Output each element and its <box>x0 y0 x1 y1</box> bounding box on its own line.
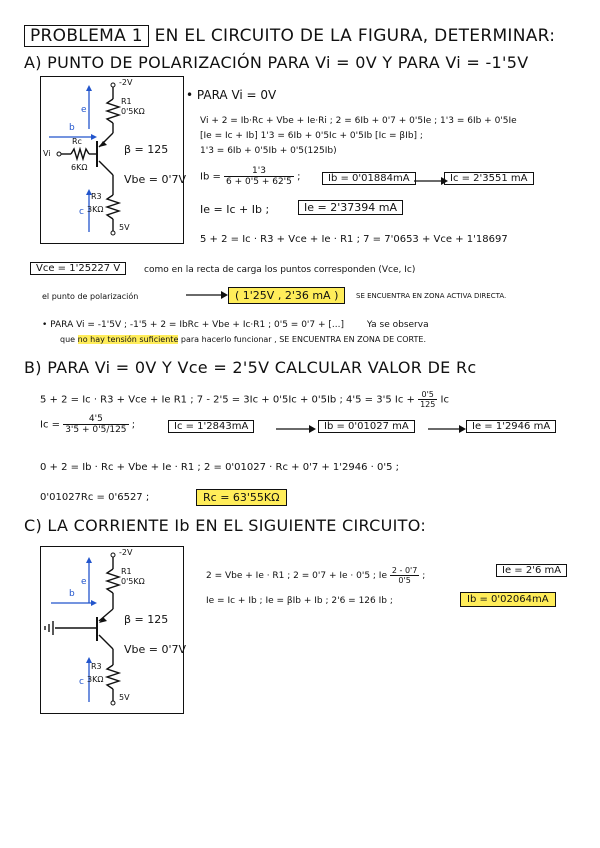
terminal-top <box>111 83 115 87</box>
problem-header <box>24 26 555 46</box>
resistor-r1 <box>107 99 119 123</box>
eq-vce: 5 + 2 = Ic · R3 + Vce + Ie · R1 ; 7 = 7'0653 + Vce + 1'18697 <box>200 234 508 245</box>
ie-result-box: Ie = 2'37394 mA <box>298 200 403 215</box>
ib-b-result: Ib = 0'01027 mA <box>318 420 415 433</box>
label-arrow-c-2: c <box>79 677 84 687</box>
eq-b1-fraction <box>418 390 437 409</box>
label-arrow-c: c <box>79 207 84 217</box>
case2-que: que <box>60 335 76 344</box>
terminal-vi <box>57 152 61 156</box>
label-vbe-1: Vbe = 0'7V <box>124 173 187 186</box>
eq-c1-num: 2 - 0'7 <box>391 566 418 575</box>
case2-tail: Ya se observa <box>366 320 429 330</box>
label-vbe-2: Vbe = 0'7V <box>124 643 187 656</box>
label-arrow-e-2: e <box>81 577 87 587</box>
transistor-collector <box>99 635 113 649</box>
ic-b-den: 3'5 + 0'5/125 <box>65 425 127 435</box>
label-arrow-b-2: b <box>69 589 75 599</box>
ie-lhs: Ie = Ic + Ib ; <box>200 203 270 216</box>
circuit-2-svg <box>41 547 183 713</box>
label-r3-value: 3KΩ <box>87 205 104 214</box>
eq-a1: Vi + 2 = Ib·Rc + Vbe + Ie·Ri ; 2 = 6Ib + 0'7 + 0'5Ie ; 1'3 = 6Ib + 0'5Ie <box>200 116 517 126</box>
arrow-b-head <box>91 134 97 140</box>
arrow-b-head <box>91 600 97 606</box>
part-a-title: A) PUNTO DE POLARIZACIÓN PARA Vi = 0V Y PARA Vi = -1'5V <box>24 53 529 72</box>
eq-b1-den: 125 <box>420 400 436 409</box>
eq-b1-main: 5 + 2 = Ic · R3 + Vce + Ie R1 ; 7 - 2'5 = 3Ic + 0'5Ic + 0'5Ib ; 4'5 = 3'5 Ic + <box>40 394 415 406</box>
zone-active-text: SE ENCUENTRA EN ZONA ACTIVA DIRECTA. <box>356 292 507 300</box>
label-r1-value: 0'5KΩ <box>121 107 145 116</box>
label-rc-value: 6KΩ <box>71 163 88 172</box>
label-r3: R3 <box>91 192 102 201</box>
problem-label: PROBLEMA 1 <box>24 25 149 47</box>
eq-c1-fraction <box>390 566 419 585</box>
ib-num: 1'3 <box>224 166 294 177</box>
arrow-polar <box>186 290 228 300</box>
eq-b3: 0'01027Rc = 0'6527 ; <box>40 492 150 503</box>
rc-result-box: Rc = 63'55KΩ <box>196 489 287 506</box>
ic-b-lhs: Ic = <box>40 419 61 431</box>
eq-b2: 0 + 2 = Ib · Rc + Vbe + Ie · R1 ; 2 = 0'01027 · Rc + 0'7 + 1'2946 · 0'5 ; <box>40 462 400 473</box>
case2-highlight: no hay tensión suficiente <box>77 335 179 344</box>
problem-statement: EN EL CIRCUITO DE LA FIGURA, DETERMINAR: <box>154 26 556 46</box>
ic-b-result: Ic = 1'2843mA <box>168 420 254 433</box>
label-r1-value-2: 0'5KΩ <box>121 577 145 586</box>
ic-calc-b <box>40 414 135 435</box>
eq-a3: 1'3 = 6Ib + 0'5Ib + 0'5(125Ib) <box>200 146 337 156</box>
label-r3-2: R3 <box>91 662 102 671</box>
label-vbottom-2: 5V <box>119 693 130 702</box>
arrow-e-head <box>86 557 92 563</box>
label-arrow-e: e <box>81 105 87 115</box>
arrow-ic-ib <box>276 424 316 434</box>
terminal-top <box>111 553 115 557</box>
recta-text: como en la recta de carga los puntos corresponden (Vce, Ic) <box>144 265 416 275</box>
circuit-1-svg <box>41 77 183 243</box>
ib-calc <box>200 166 300 187</box>
eq-c1-den: 0'5 <box>398 576 411 585</box>
label-vcc-top: -2V <box>119 78 133 87</box>
eq-a2: [Ie = Ic + Ib] 1'3 = 6Ib + 0'5Ic + 0'5Ib [Ic = βIb] ; <box>200 131 423 141</box>
circuit-diagram-1 <box>40 76 187 244</box>
terminal-bottom <box>111 231 115 235</box>
case2-eq: • PARA Vi = -1'5V ; -1'5 + 2 = IbRc + Vbe + Ic·R1 ; 0'5 = 0'7 + [...] <box>42 320 344 330</box>
eq-c1 <box>206 566 425 585</box>
case2-rest: para hacerlo funcionar , SE ENCUENTRA EN ZONA DE CORTE. <box>180 335 427 344</box>
transistor-collector <box>99 161 113 175</box>
eq-b1-end: Ic <box>440 394 449 406</box>
eq-b1-num: 0'5 <box>418 390 437 400</box>
ic-b-num: 4'5 <box>63 414 128 425</box>
label-r3-value-2: 3KΩ <box>87 675 104 684</box>
ic-b-fraction <box>63 414 128 435</box>
arrow-ib-ie <box>428 424 466 434</box>
resistor-rc <box>71 149 89 159</box>
transistor-emitter <box>99 609 113 621</box>
circuit-diagram-2 <box>40 546 187 714</box>
ib-den: 6 + 0'5 + 62'5 <box>226 177 292 187</box>
label-vcc-top-2: -2V <box>119 548 133 557</box>
ie-c-result: Ie = 2'6 mA <box>496 564 567 577</box>
eq-c1-sep: ; <box>422 571 426 581</box>
label-beta-2: β = 125 <box>124 613 169 626</box>
label-rc: Rc <box>72 137 82 146</box>
eq-c2: Ie = Ic + Ib ; Ie = βIb + Ib ; 2'6 = 126 Ib ; <box>206 596 393 606</box>
terminal-bottom <box>111 701 115 705</box>
eq-c1-main: 2 = Vbe + Ie · R1 ; 2 = 0'7 + Ie · 0'5 ; Ie <box>206 571 387 581</box>
polar-text: el punto de polarización <box>42 292 139 301</box>
ie-b-result: Ie = 1'2946 mA <box>466 420 556 433</box>
ic-result-box: Ic = 2'3551 mA <box>444 172 534 185</box>
ib-fraction <box>224 166 294 187</box>
resistor-r3 <box>107 195 119 219</box>
polar-point-box: ( 1'25V , 2'36 mA ) <box>228 287 345 304</box>
part-b-title: B) PARA Vi = 0V Y Vce = 2'5V CALCULAR VALOR DE Rc <box>24 358 477 377</box>
part-c-title: C) LA CORRIENTE Ib EN EL SIGUIENTE CIRCUITO: <box>24 516 427 535</box>
arrow-e-head <box>86 85 92 91</box>
label-r1-2: R1 <box>121 567 132 576</box>
label-beta-1: β = 125 <box>124 143 169 156</box>
case-vi-0: • PARA Vi = 0V <box>186 88 277 102</box>
label-vi: Vi <box>43 149 51 158</box>
ib-lhs: Ib = <box>200 171 221 183</box>
transistor-arrow <box>99 141 107 147</box>
resistor-r3 <box>107 665 119 689</box>
label-vbottom: 5V <box>119 223 130 232</box>
label-r1: R1 <box>121 97 132 106</box>
ib-c-result: Ib = 0'02064mA <box>460 592 556 607</box>
arrow-ib-ic <box>414 176 448 186</box>
ib-sep: ; <box>297 171 301 183</box>
ic-b-sep: ; <box>131 419 136 431</box>
label-arrow-b: b <box>69 123 75 133</box>
eq-b1 <box>40 390 449 409</box>
case2-line2 <box>60 335 426 344</box>
case-vi-neg <box>42 320 429 330</box>
resistor-r1 <box>107 569 119 593</box>
ib-result-box: Ib = 0'01884mA <box>322 172 416 185</box>
vce-result-box: Vce = 1'25227 V <box>30 262 126 275</box>
